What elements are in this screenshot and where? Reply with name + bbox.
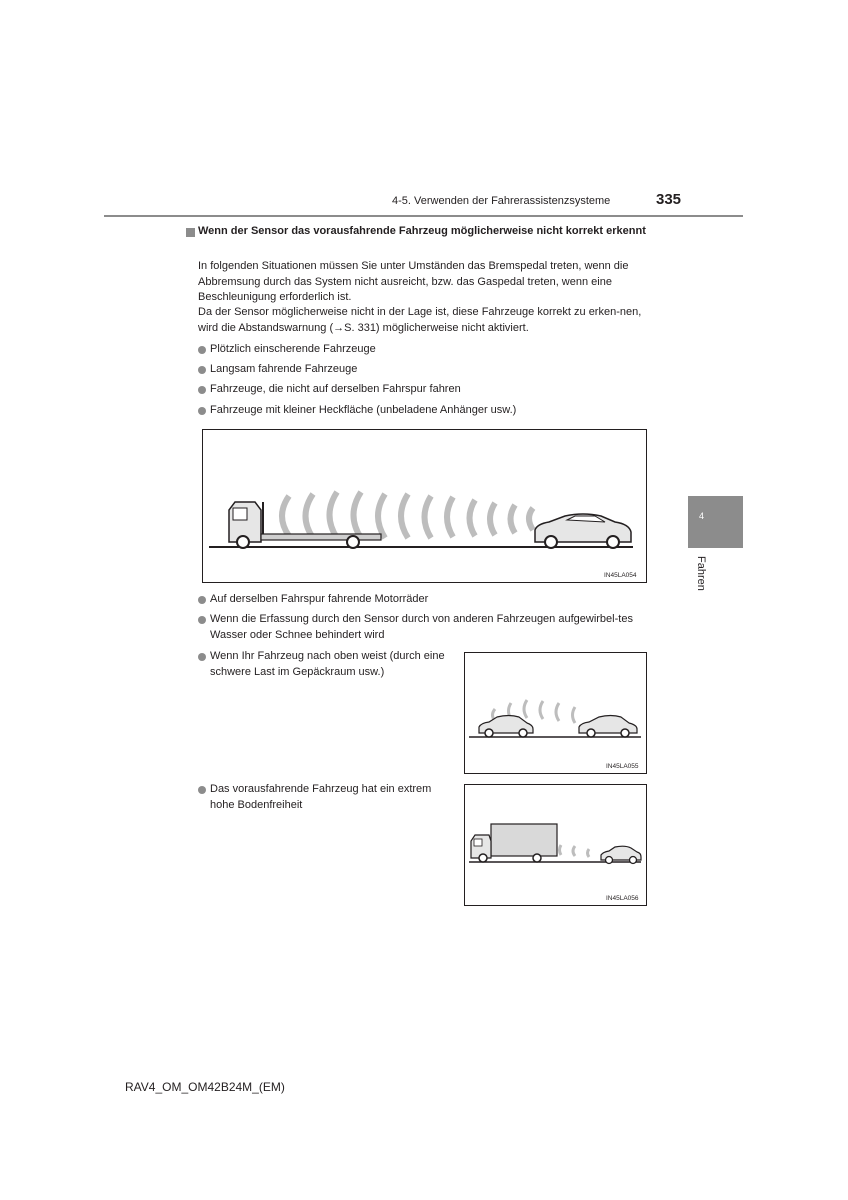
list-item — [198, 403, 664, 419]
bullet-dot-icon — [198, 386, 206, 394]
bullet-dot-icon — [198, 786, 206, 794]
list-item-text: Plötzlich einscherende Fahrzeuge — [210, 343, 376, 355]
warning-paragraph: Da der Sensor möglicherweise nicht in der Lage ist, diese Fahrzeuge korrekt zu erken-nen, wird die Abstandswarnung (→S. 331) möglicherweise nicht aktiviert. — [198, 306, 642, 334]
list-item — [198, 362, 664, 378]
section-square-icon — [186, 228, 195, 237]
list-item-text: Das vorausfahrende Fahrzeug hat ein extrem hohe Bodenfreiheit — [210, 783, 432, 811]
bullet-dot-icon — [198, 366, 206, 374]
list-item — [198, 592, 664, 608]
figure-id: IN45LA055 — [606, 763, 639, 770]
list-item — [198, 382, 664, 398]
header-rule — [104, 215, 743, 217]
bullet-dot-icon — [198, 407, 206, 415]
truck-illustration — [465, 785, 646, 905]
list-item — [198, 612, 664, 643]
list-item-text: Auf derselben Fahrspur fahrende Motorräder — [210, 593, 429, 605]
bullet-dot-icon — [198, 653, 206, 661]
bullet-dot-icon — [198, 616, 206, 624]
chapter-tab — [688, 496, 743, 548]
trailer-illustration — [203, 430, 646, 582]
section-heading: Wenn der Sensor das vorausfahrende Fahrzeug möglicherweise nicht korrekt erkennt — [198, 225, 646, 237]
footer-document-code: RAV4_OM_OM42B24M_(EM) — [125, 1080, 285, 1094]
list-item — [198, 782, 454, 813]
list-item-text: Langsam fahrende Fahrzeuge — [210, 363, 358, 375]
figure-high-ground-clearance — [464, 784, 647, 906]
bullet-dot-icon — [198, 596, 206, 604]
chapter-tab-label: Fahren — [695, 556, 707, 591]
vehicle-up-illustration — [465, 653, 646, 773]
figure-unloaded-trailer — [202, 429, 647, 583]
bullet-dot-icon — [198, 346, 206, 354]
running-header: 4-5. Verwenden der Fahrerassistenzsysteme — [392, 195, 611, 207]
list-item-text: Wenn Ihr Fahrzeug nach oben weist (durch eine schwere Last im Gepäckraum usw.) — [210, 650, 445, 678]
list-item — [198, 342, 664, 358]
figure-id: IN45LA056 — [606, 895, 639, 902]
list-item-text: Wenn die Erfassung durch den Sensor durch von anderen Fahrzeugen aufgewirbel-tes Wasser oder Schnee behindert wird — [210, 613, 633, 641]
list-item-text: Fahrzeuge, die nicht auf derselben Fahrspur fahren — [210, 383, 461, 395]
figure-vehicle-pointing-up — [464, 652, 647, 774]
list-item — [198, 649, 454, 680]
page-number: 335 — [656, 191, 682, 208]
figure-id: IN45LA054 — [604, 572, 637, 579]
list-item-text: Fahrzeuge mit kleiner Heckfläche (unbeladene Anhänger usw.) — [210, 404, 517, 416]
chapter-tab-number: 4 — [699, 511, 705, 521]
intro-paragraph: In folgenden Situationen müssen Sie unter Umständen das Bremspedal treten, wenn die Abbremsung durch das System nicht ausreicht, bzw. das Gaspedal treten, wenn eine Beschleunigung erforderlich ist. — [198, 260, 629, 303]
